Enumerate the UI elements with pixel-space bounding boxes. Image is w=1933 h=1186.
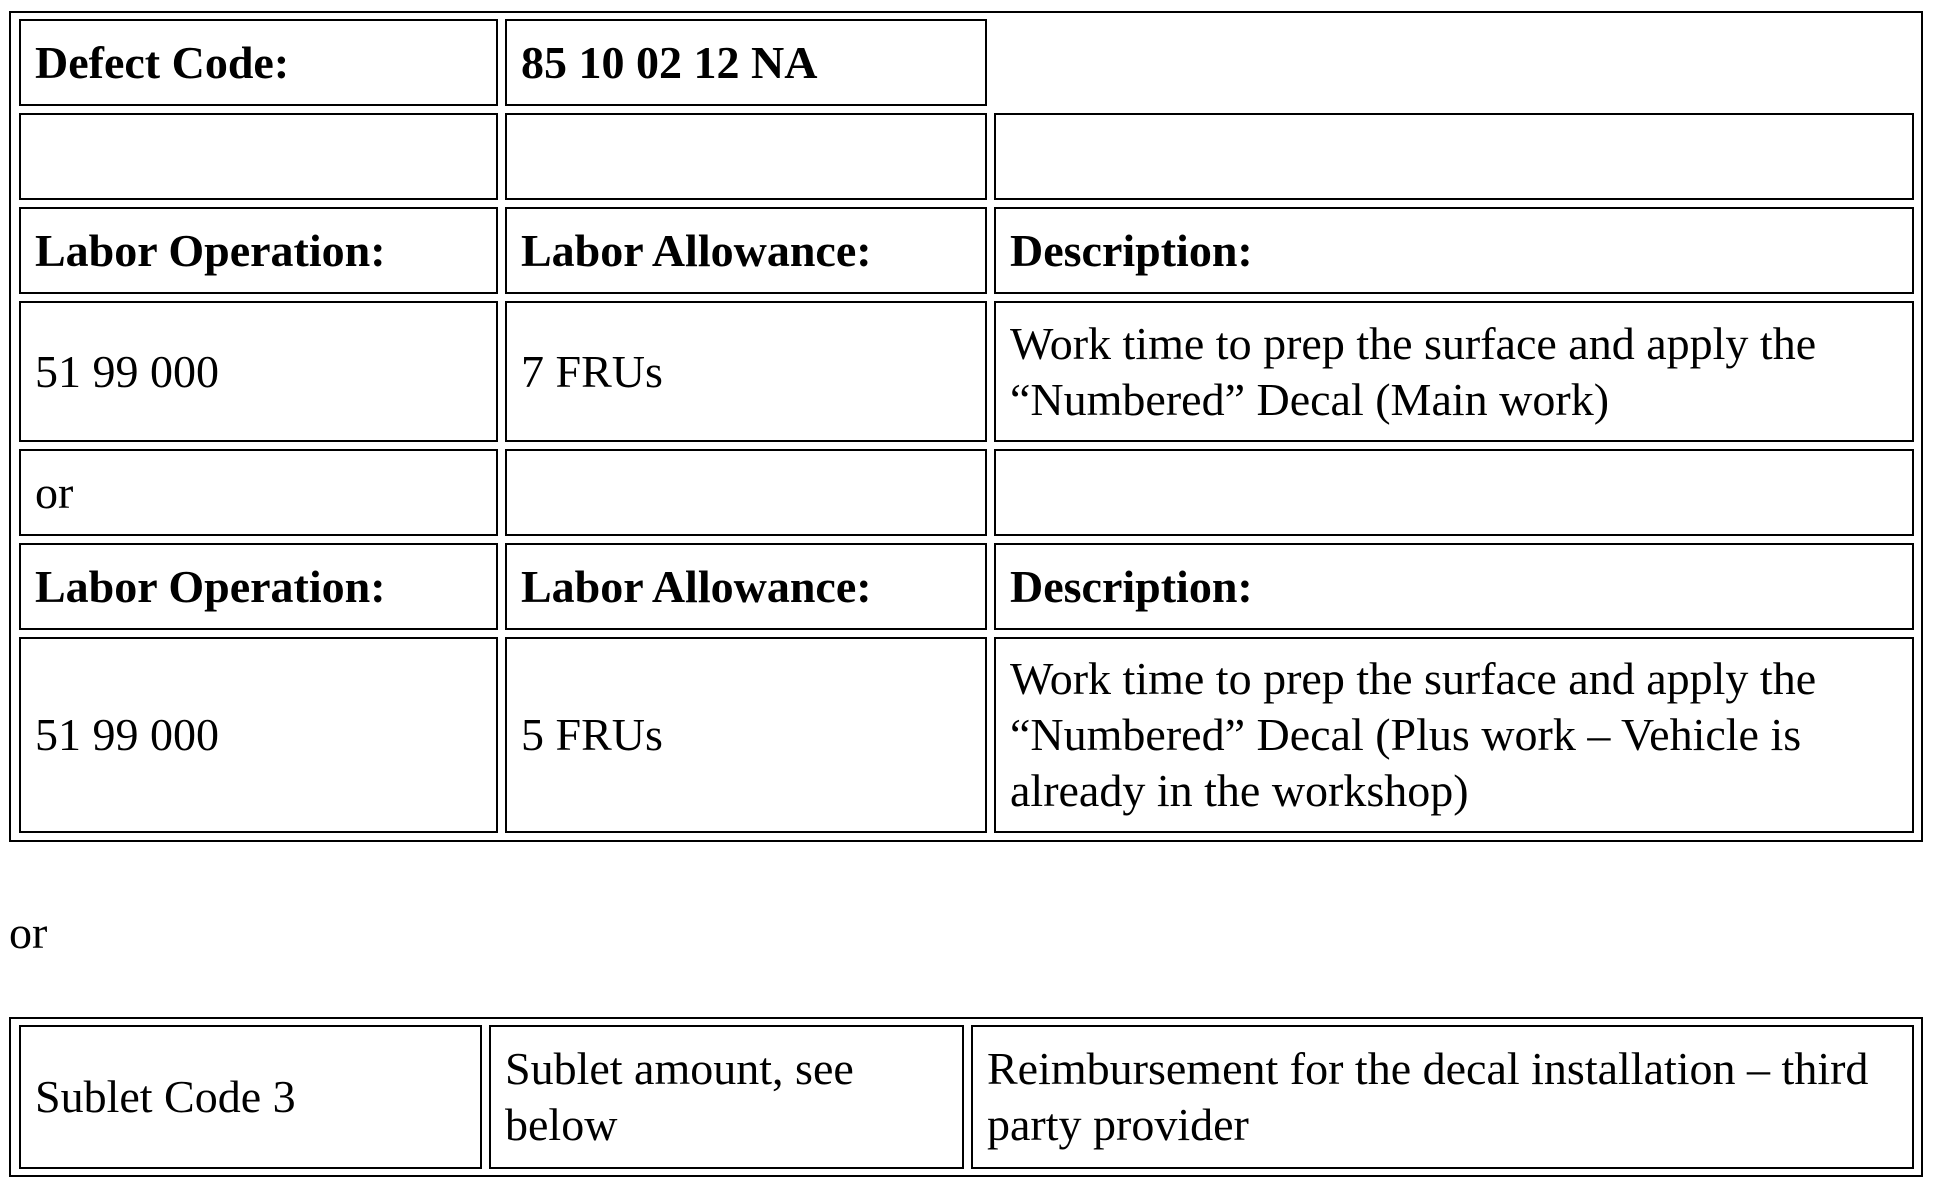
labor-operation-header: Labor Operation:	[19, 543, 498, 630]
labor-allowance-value: 7 FRUs	[505, 301, 987, 442]
labor-allowance-value: 5 FRUs	[505, 637, 987, 833]
empty-cell	[505, 449, 987, 536]
defect-code-value: 85 10 02 12 NA	[505, 19, 987, 106]
labor-allowance-header: Labor Allowance:	[505, 543, 987, 630]
empty-cell	[994, 113, 1914, 200]
labor-operation-header: Labor Operation:	[19, 207, 498, 294]
labor-operation-value: 51 99 000	[19, 637, 498, 833]
or-separator-text: or	[9, 907, 48, 958]
sublet-amount: Sublet amount, see below	[489, 1025, 964, 1169]
or-cell: or	[19, 449, 498, 536]
labor-allowance-header: Labor Allowance:	[505, 207, 987, 294]
labor-operation-value: 51 99 000	[19, 301, 498, 442]
description-value: Work time to prep the surface and apply the “Numbered” Decal (Main work)	[994, 301, 1914, 442]
empty-cell	[19, 113, 498, 200]
sublet-description: Reimbursement for the decal installation – third party provider	[971, 1025, 1914, 1169]
empty-cell	[505, 113, 987, 200]
description-value: Work time to prep the surface and apply the “Numbered” Decal (Plus work – Vehicle is already in the workshop)	[994, 637, 1914, 833]
sublet-code: Sublet Code 3	[19, 1025, 482, 1169]
defect-code-label: Defect Code:	[19, 19, 498, 106]
description-header: Description:	[994, 543, 1914, 630]
empty-cell	[994, 449, 1914, 536]
description-header: Description:	[994, 207, 1914, 294]
